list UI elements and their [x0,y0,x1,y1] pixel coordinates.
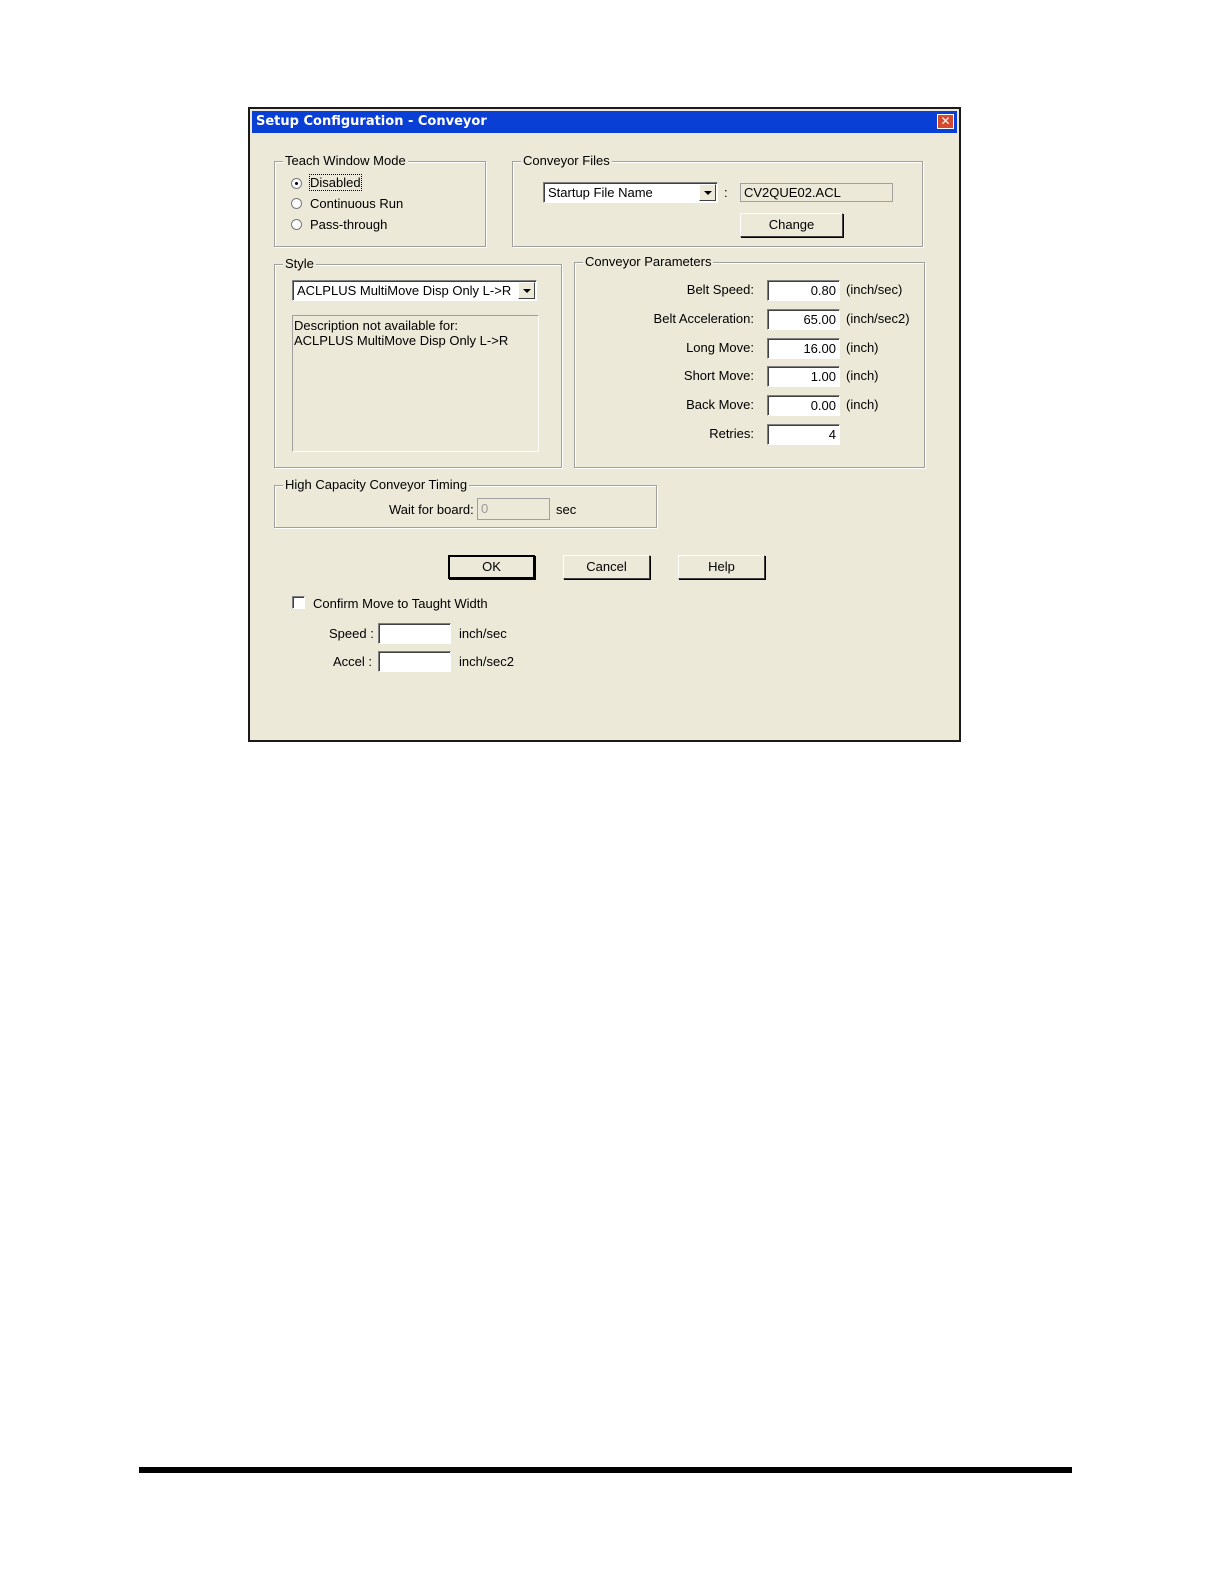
accel-input[interactable] [378,651,451,672]
retries-value: 4 [828,427,836,442]
change-button[interactable]: Change [740,213,843,237]
conveyor-parameters-legend: Conveyor Parameters [585,254,712,269]
belt-speed-label: Belt Speed: [686,282,754,297]
radio-disabled-label[interactable]: Disabled [310,175,361,190]
wait-for-board-label: Wait for board: [389,502,474,517]
style-group [274,256,562,468]
long-move-value: 16.00 [803,341,836,356]
wait-for-board-value: 0 [481,501,489,516]
teach-window-mode-group [274,153,486,247]
short-move-input[interactable] [767,366,840,387]
short-move-label: Short Move: [683,368,754,383]
cancel-button[interactable]: Cancel [563,555,650,579]
wait-for-board-input [477,498,550,520]
confirm-move-label[interactable]: Confirm Move to Taught Width [313,596,488,611]
file-name-field [740,183,893,202]
radio-disabled[interactable] [291,178,302,189]
belt-speed-unit: (inch/sec) [846,282,903,297]
style-legend: Style [285,256,314,271]
speed-label: Speed : [329,626,374,641]
conveyor-parameters-group [574,254,925,468]
style-value: ACLPLUS MultiMove Disp Only L->R [297,283,512,298]
style-description-line1: Description not available for: [294,318,459,333]
conveyor-files-group [512,153,923,247]
confirm-move-checkbox[interactable] [292,596,305,609]
back-move-unit: (inch) [846,397,879,412]
teach-window-mode-legend: Teach Window Mode [285,153,406,168]
long-move-label: Long Move: [686,340,754,355]
back-move-value: 0.00 [810,398,836,413]
back-move-input[interactable] [767,395,840,416]
belt-acceleration-unit: (inch/sec2) [846,311,910,326]
belt-speed-value: 0.80 [810,283,836,298]
chevron-down-icon[interactable] [518,282,535,299]
file-type-value: Startup File Name [548,185,653,200]
speed-unit: inch/sec [459,626,507,641]
belt-acceleration-input[interactable] [767,309,840,330]
title-bar[interactable] [252,111,957,133]
file-separator: : [724,185,728,200]
high-capacity-group [274,477,657,528]
long-move-unit: (inch) [846,340,879,355]
wait-for-board-unit: sec [556,502,577,517]
conveyor-files-legend: Conveyor Files [523,153,610,168]
window-title: Setup Configuration - Conveyor [256,114,487,129]
high-capacity-legend: High Capacity Conveyor Timing [285,477,468,492]
radio-pass-through[interactable] [291,219,302,230]
long-move-input[interactable] [767,338,840,359]
style-description-line2: ACLPLUS MultiMove Disp Only L->R [294,333,509,348]
help-button[interactable]: Help [678,555,765,579]
ok-button[interactable]: OK [448,555,535,579]
accel-unit: inch/sec2 [459,654,514,669]
close-button[interactable] [937,114,954,129]
retries-input[interactable] [767,424,840,445]
chevron-down-icon[interactable] [699,184,716,201]
style-select[interactable] [292,280,537,301]
radio-continuous-run[interactable] [291,198,302,209]
style-description [292,315,539,452]
belt-acceleration-value: 65.00 [803,312,836,327]
radio-pass-through-label[interactable]: Pass-through [310,217,388,232]
short-move-unit: (inch) [846,368,879,383]
speed-input[interactable] [378,623,451,644]
close-icon: ✕ [940,114,951,128]
setup-configuration-dialog [248,107,961,742]
file-name-value: CV2QUE02.ACL [744,185,841,200]
retries-label: Retries: [709,426,754,441]
short-move-value: 1.00 [810,369,836,384]
page-bottom-rule [139,1467,1072,1473]
radio-continuous-run-label[interactable]: Continuous Run [310,196,404,211]
back-move-label: Back Move: [686,397,754,412]
file-type-select[interactable] [543,182,718,203]
belt-acceleration-label: Belt Acceleration: [653,311,754,326]
belt-speed-input[interactable] [767,280,840,301]
accel-label: Accel : [333,654,373,669]
